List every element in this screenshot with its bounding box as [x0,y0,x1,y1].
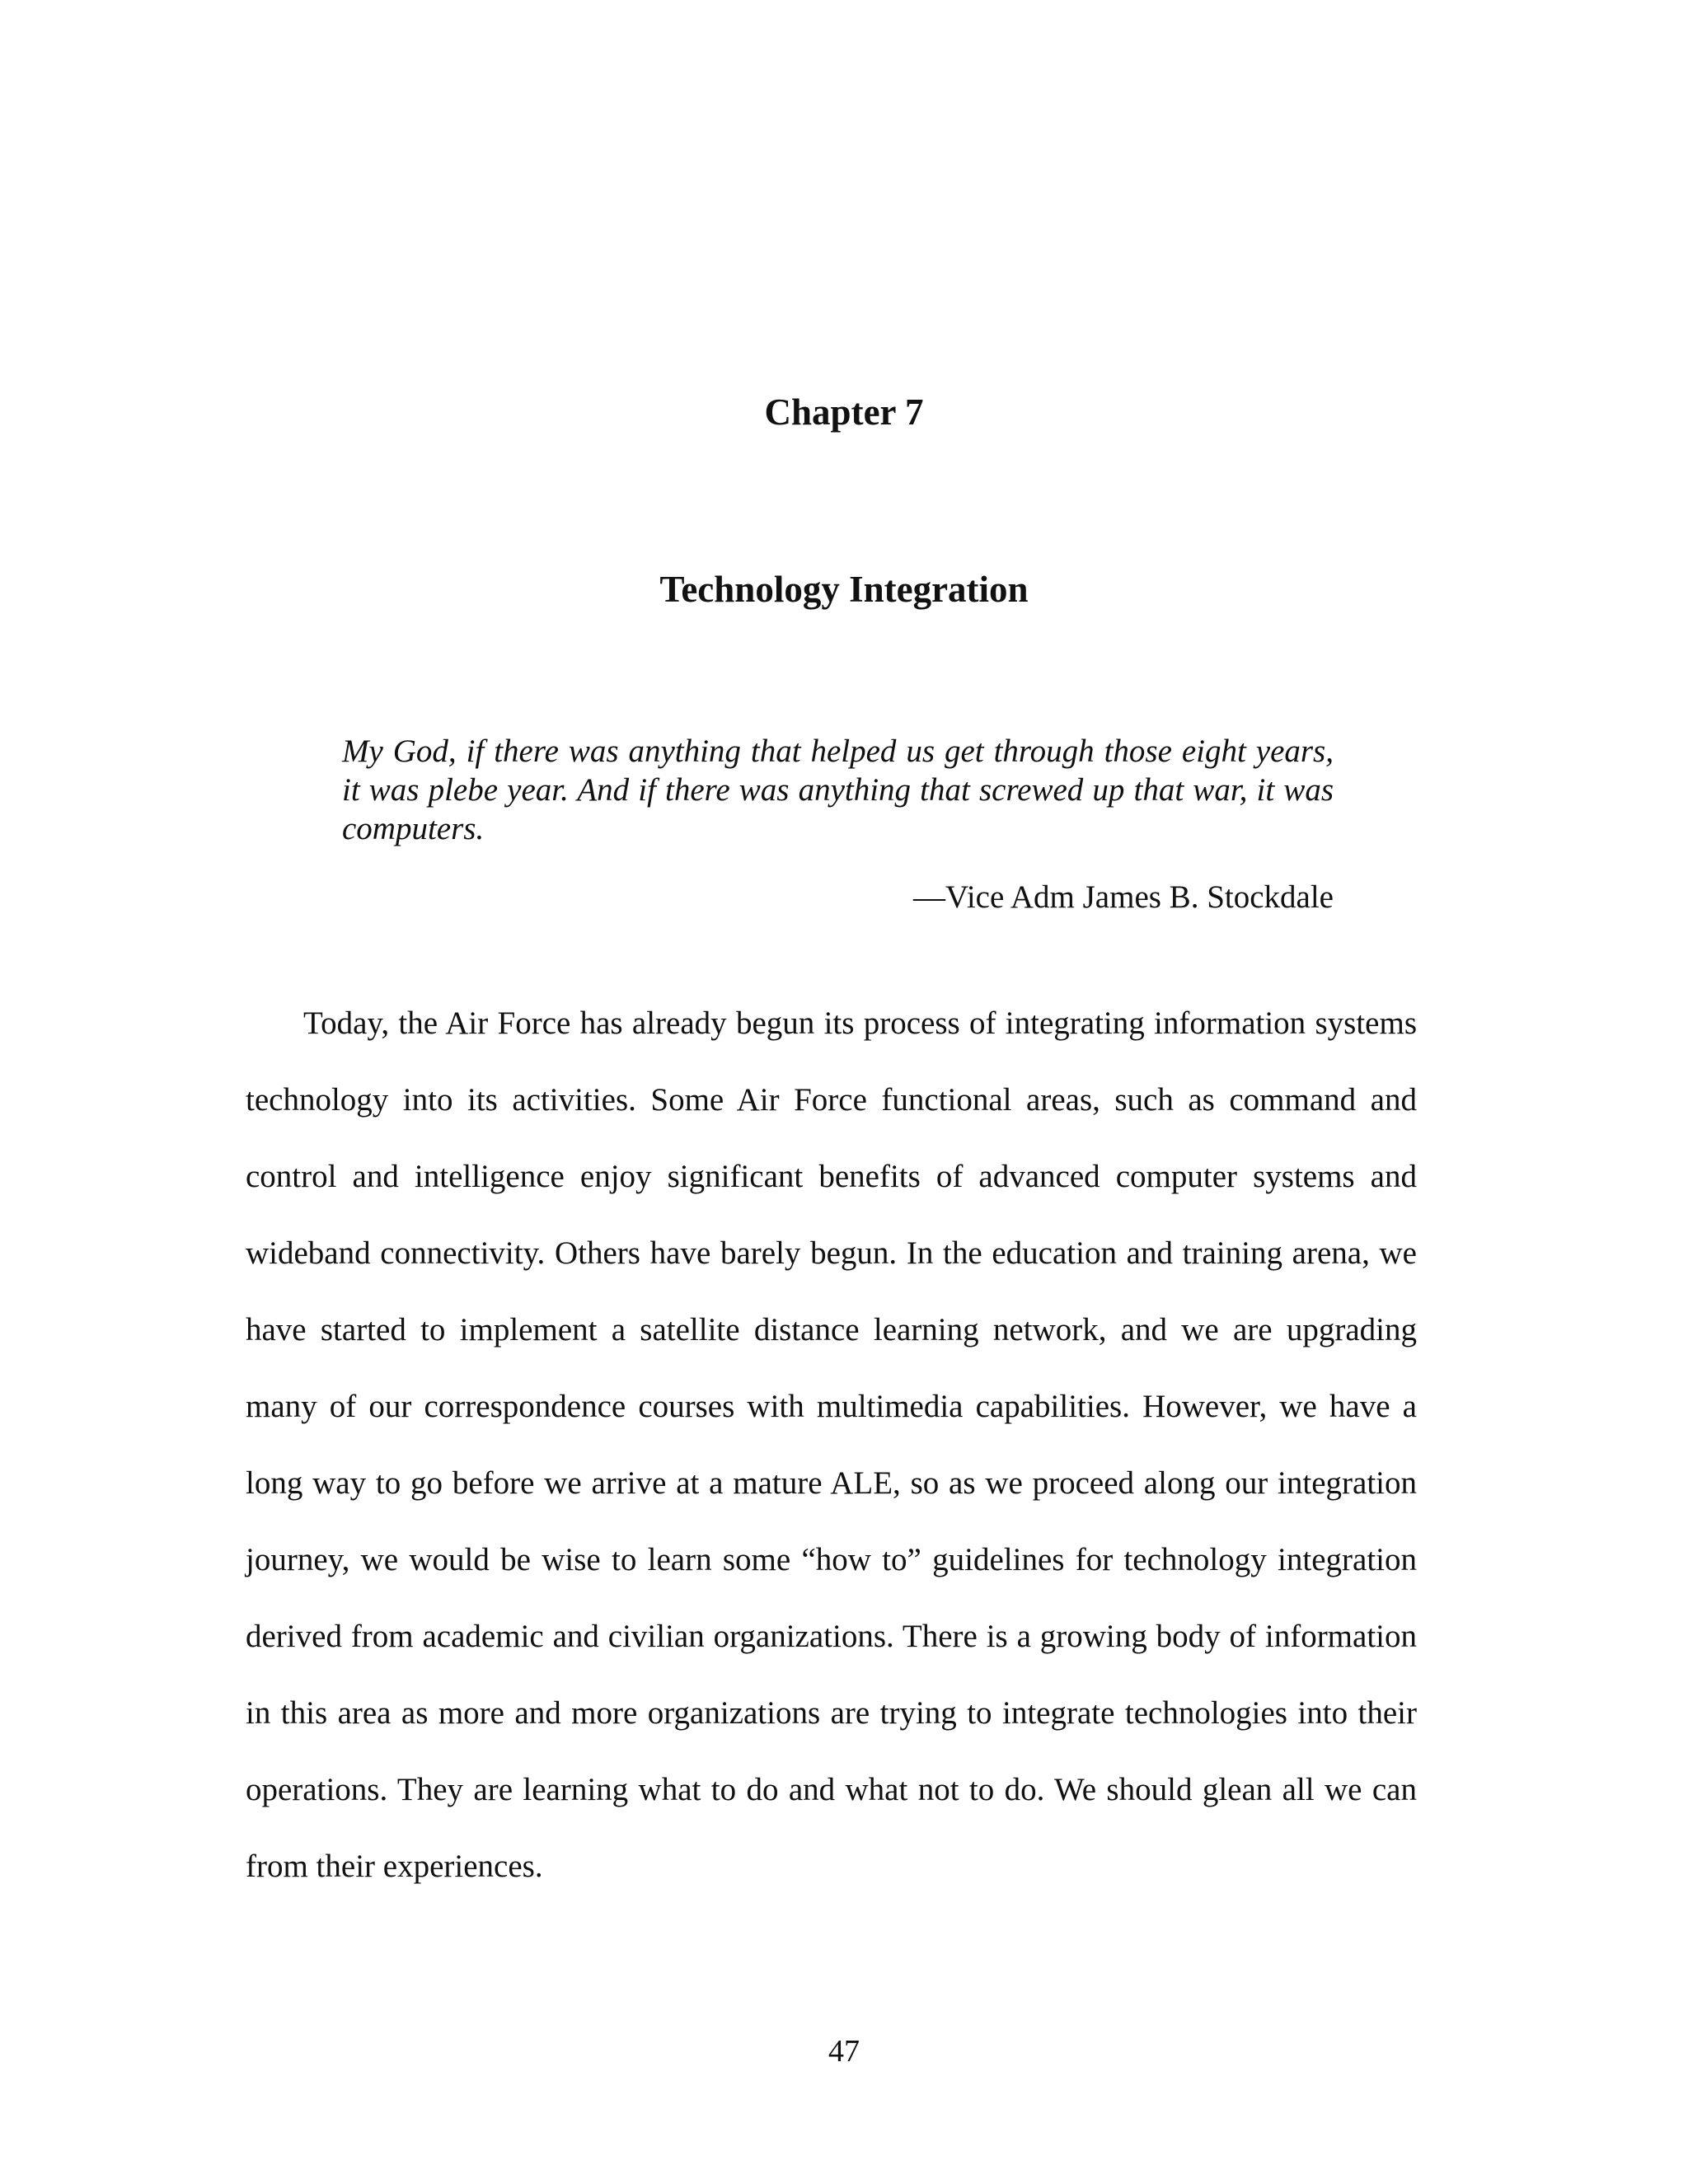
body-paragraph: Today, the Air Force has already begun its process of integrating information systems technology into its activities. Some Air Force functional areas, such as command and control and intelligence enjoy significant benefits of advanced computer systems and wideband connectivity. Others have barely begun. In the education and training arena, we have started to implement a satellite distance learning network, and we are upgrading many of our correspondence courses with multimedia capabilities. However, we have a long way to go before we arrive at a mature ALE, so as we proceed along our integration journey, we would be wise to learn some “how to” guidelines for technology integration derived from academic and civilian organizations. There is a growing body of information in this area as more and more organizations are trying to integrate technologies into their operations. They are learning what to do and what not to do. We should glean all we can from their experiences. [246,1005,1417,1884]
chapter-title: Technology Integration [659,569,1029,610]
chapter-label: Chapter 7 [764,391,924,433]
epigraph-attribution: —Vice Adm James B. Stockdale [913,879,1334,915]
epigraph [342,732,1334,916]
epigraph-quote: My God, if there was anything that helped us get through those eight years, it was plebe year. And if there was anything that screwed up that war, it was computers. [342,733,1334,846]
page-number: 47 [828,2034,860,2069]
